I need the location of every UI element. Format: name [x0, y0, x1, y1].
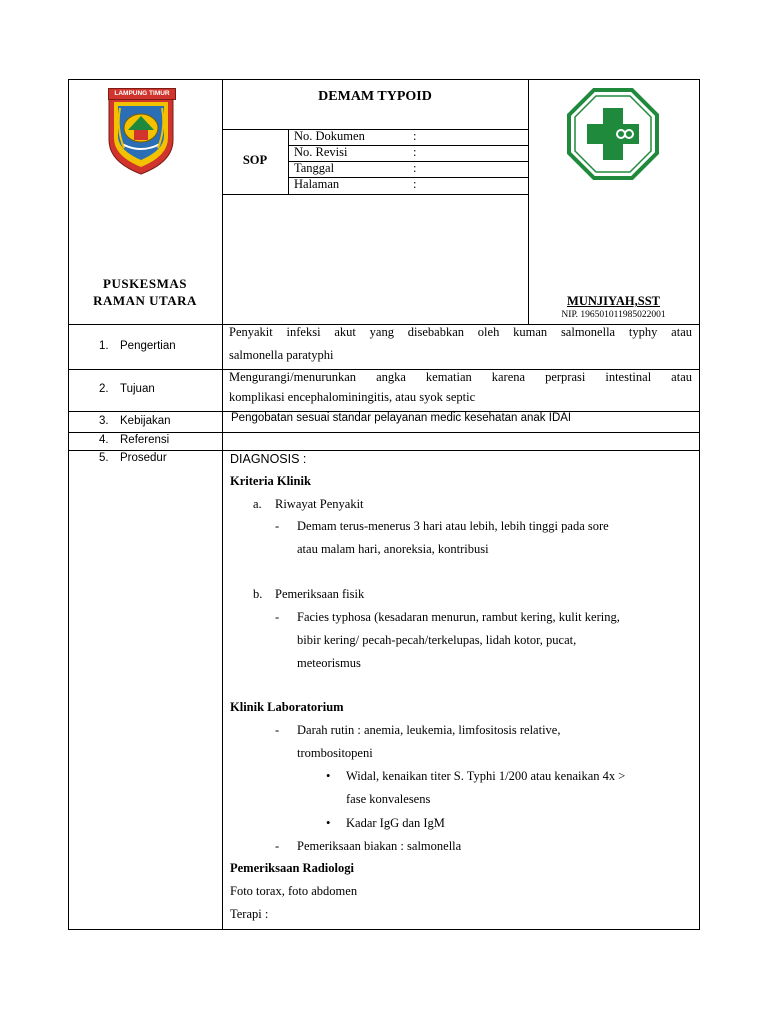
igg-igm-text: Kadar IgG dan IgM [346, 816, 445, 830]
section-3-label: Kebijakan [120, 415, 171, 427]
section-5-label: Prosedur [120, 452, 167, 464]
meta-sep-revisi: : [413, 145, 417, 159]
meta-label-halaman: Halaman [294, 177, 340, 191]
fisik-dash: - [275, 610, 280, 624]
riwayat-penyakit-label: Riwayat Penyakit [275, 497, 364, 511]
terapi-heading: Terapi : [230, 907, 269, 921]
pemeriksaan-fisik-label: Pemeriksaan fisik [275, 587, 365, 601]
page-title: DEMAM TYPOID [318, 89, 432, 104]
widal-line-2: fase konvalesens [346, 792, 431, 806]
meta-label-revisi: No. Revisi [294, 145, 348, 159]
section-1-number: 1. [99, 340, 109, 352]
lab-dash-2: - [275, 839, 280, 853]
riwayat-dash: - [275, 519, 280, 533]
lampung-timur-crest [106, 88, 176, 176]
signer-name: MUNJIYAH,SST [567, 294, 660, 308]
tujuan-text-2: komplikasi encephalominingitis, atau syok septic [229, 390, 476, 404]
puskesmas-cross-icon [567, 88, 659, 180]
section-4-label: Referensi [120, 434, 170, 446]
signer-nip: NIP. 196501011985022001 [561, 310, 666, 320]
org-name-line-1: PUSKESMAS [103, 276, 187, 291]
pengertian-text-1: Penyakit infeksi akut yang disebabkan oleh kuman salmonella typhy atau [229, 325, 692, 339]
bullet-igg: • [326, 816, 331, 830]
lab-dash-1: - [275, 723, 280, 737]
meta-sep-tanggal: : [413, 161, 417, 175]
sop-label: SOP [242, 153, 268, 167]
section-2-label: Tujuan [120, 383, 155, 395]
list-marker-b: b. [253, 587, 263, 601]
list-marker-a: a. [253, 497, 262, 511]
widal-line-1: Widal, kenaikan titer S. Typhi 1/200 atau kenaikan 4x > [346, 769, 626, 783]
section-5-number: 5. [99, 452, 109, 464]
fisik-item-line-2: bibir kering/ pecah-pecah/terkelupas, lidah kotor, pucat, [297, 633, 577, 647]
kriteria-klinik-heading: Kriteria Klinik [230, 474, 311, 488]
org-name-line-2: RAMAN UTARA [93, 293, 197, 308]
crest-banner: LAMPUNG TIMUR [108, 88, 176, 100]
fisik-item-line-1: Facies typhosa (kesadaran menurun, rambut kering, kulit kering, [297, 610, 620, 624]
meta-sep-halaman: : [413, 177, 417, 191]
puskesmas-logo [567, 88, 659, 180]
radiologi-heading: Pemeriksaan Radiologi [230, 861, 354, 875]
riwayat-item-line-1: Demam terus-menerus 3 hari atau lebih, lebih tinggi pada sore [297, 519, 609, 533]
diagnosis-heading: DIAGNOSIS : [230, 452, 307, 466]
pengertian-text-2: salmonella paratyphi [229, 348, 334, 362]
section-2-number: 2. [99, 383, 109, 395]
biakan-text: Pemeriksaan biakan : salmonella [297, 839, 462, 853]
fisik-item-line-3: meteorismus [297, 656, 361, 670]
riwayat-item-line-2: atau malam hari, anoreksia, kontribusi [297, 542, 489, 556]
section-1-label: Pengertian [120, 340, 176, 352]
meta-sep-dokumen: : [413, 129, 417, 143]
section-3-number: 3. [99, 415, 109, 427]
section-4-number: 4. [99, 434, 109, 446]
crest-icon [106, 88, 176, 176]
klinik-laboratorium-heading: Klinik Laboratorium [230, 700, 344, 714]
kebijakan-text: Pengobatan sesuai standar pelayanan medic kesehatan anak IDAI [231, 412, 572, 424]
bullet-widal: • [326, 769, 331, 783]
foto-text: Foto torax, foto abdomen [230, 884, 358, 898]
meta-label-dokumen: No. Dokumen [294, 129, 365, 143]
darah-rutin-line-1: Darah rutin : anemia, leukemia, limfositosis relative, [297, 723, 561, 737]
meta-label-tanggal: Tanggal [294, 161, 335, 175]
darah-rutin-line-2: trombositopeni [297, 746, 373, 760]
tujuan-text-1: Mengurangi/menurunkan angka kematian karena perprasi intestinal atau [229, 370, 692, 384]
